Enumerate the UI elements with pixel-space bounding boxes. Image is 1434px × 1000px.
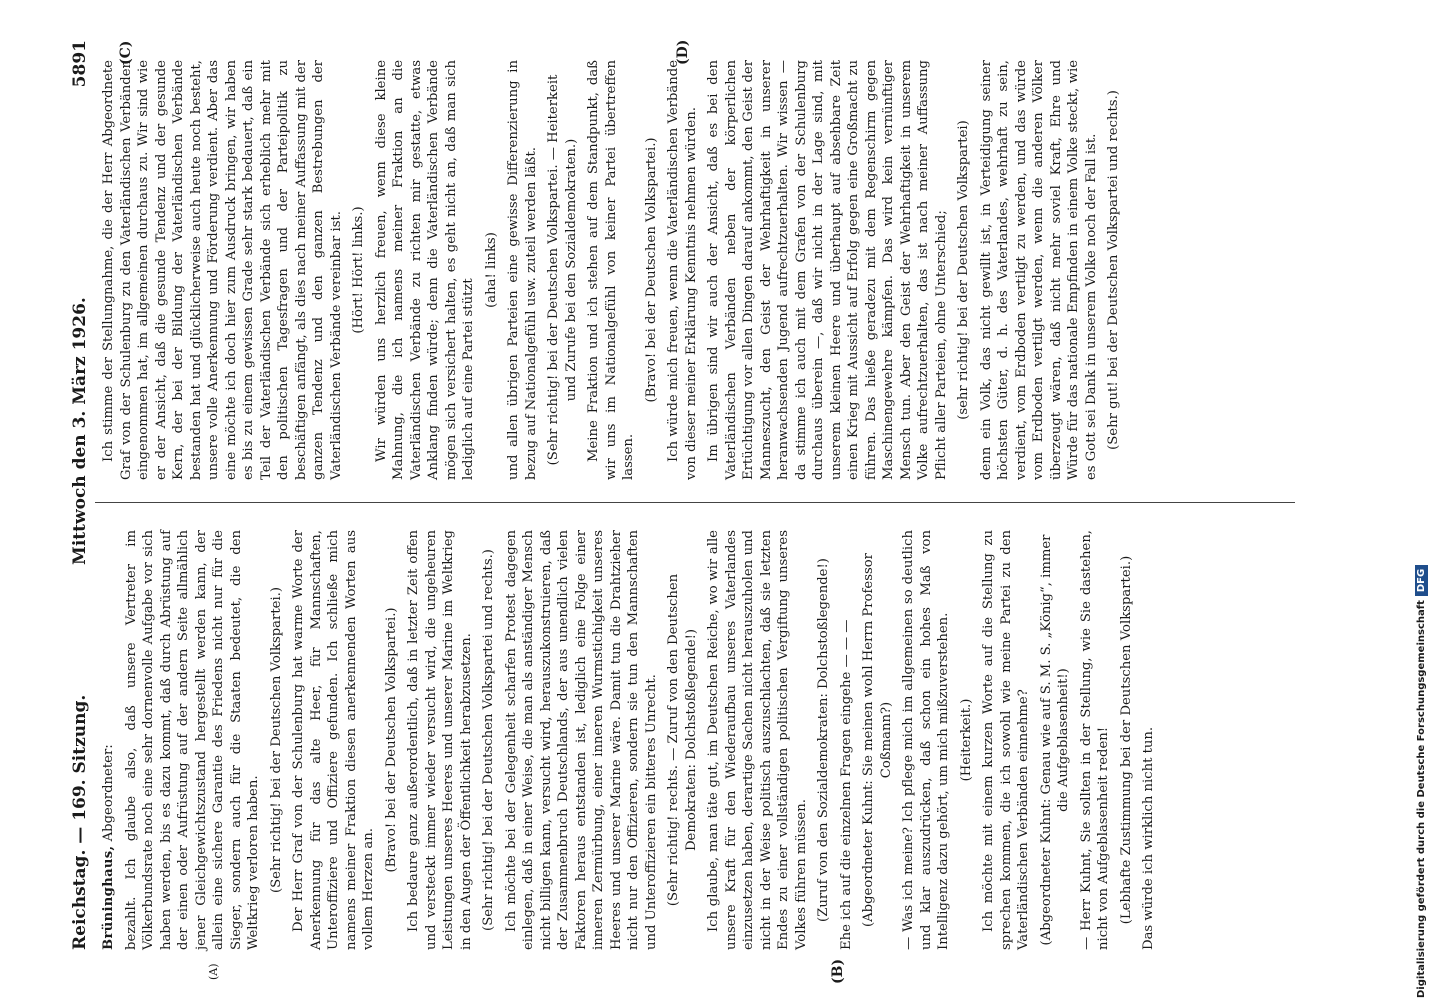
interjection: (sehr richtig! bei der Deutschen Volkspartei)	[956, 120, 971, 420]
margin-mark-c: (C)	[118, 40, 134, 65]
interjection: (Lebhafte Zustimmung bei der Deutschen Volkspartei.)	[1118, 555, 1134, 925]
interjection: (Sehr richtig! bei der Deutschen Volkspartei.)	[268, 586, 284, 894]
paragraph: — Herr Kuhnt, Sie sollten in der Stellung, wie Sie dastehen, nicht von Aufgeblasenheit reden!	[1078, 530, 1111, 950]
left-column	[100, 530, 1163, 984]
header-left: Reichstag. — 169. Sitzung.	[70, 694, 90, 950]
interjection: (Abgeordneter Kuhnt: Genau wie auf S. M. S. „König“, immer die Aufgeblasenheit!)	[1038, 534, 1071, 946]
paragraph: Ich bedaure ganz außerordentlich, daß in letzter Zeit offen und versteckt immer wieder versucht wird, die ungeheuren Leistungen unseres Heeres und unserer Marine im Weltkrieg in den Augen der Öffentlichkeit herabzusetzen.	[406, 530, 474, 950]
interjection: (Zuruf von den Sozialdemokraten: Dolchstoßlegende!)	[816, 558, 831, 922]
paragraph: Wir würden uns herzlich freuen, wenn diese kleine Mahnung, die ich namens meiner Fraktion an die Vaterländischen Verbände zu richten mir gestatte, etwas Anklang finden würde; denn die Vaterländischen Verbände mögen sich versichert halten, es geht nicht an, daß man sich lediglich auf eine Partei stützt	[373, 60, 476, 480]
interjection: (Sehr gut! bei der Deutschen Volkspartei und rechts.)	[1106, 90, 1121, 450]
paragraph: Ich möchte mit einem kurzen Worte auf die Stellung zu sprechen kommen, die ich sowohl wie meine Partei zu den Vaterländischen Verbänden einnehme?	[981, 530, 1031, 950]
paragraph: Im übrigen sind wir auch der Ansicht, daß es bei den Vaterländischen Verbänden neben der körperlichen Ertüchtigung vor allen Dingen darauf ankommt, den Geist der Manneszucht, den Geist der Wehrhaftigkeit in unserer heranwachsenden Jugend aufrechtzuerhalten. Wir wissen — da stimme ich auch mit dem Grafen von der Schulenburg durchaus überein —, daß wir nicht in der Lage sind, mit unserem kleinen Heere und überhaupt auf absehbare Zeit einen Krieg mit Aussicht auf Erfolg gegen eine Großmacht zu führen. Das hieße geradezu mit dem Regenschirm gegen Maschinengewehre kämpfen. Das wird kein vernünftiger Mensch tun. Aber den Geist der Wehrhaftigkeit in unserem Volke aufrechtzuerhalten, das ist nach meiner Auffassung Pflicht aller Parteien, ohne Unterschied;	[706, 60, 949, 480]
digitization-credit: Digitalisierung gefördert durch die Deutsche Forschungsgemeinschaft	[1416, 600, 1427, 998]
paragraph: — Was ich meine? Ich pflege mich im allgemeinen so deutlich und klar auszudrücken, daß schon ein hohes Maß von Intelligenz dazu gehört, um mich mißzuverstehen.	[901, 530, 951, 950]
column-divider	[95, 502, 1295, 503]
paragraph: denn ein Volk, das nicht gewillt ist, in Verteidigung seiner höchsten Güter, d. h. des Vaterlandes, wehrhaft zu sein, verdient, vom Erdboden vertilgt zu werden, und das würde vom Erdboden vertilgt werden, wenn die anderen Völker überzeugt wären, daß nicht mehr soviel Kraft, Ehre und Würde für das nationale Empfinden in einem Volke steckt, wie es Gott sei Dank in unserem Volke noch der Fall ist.	[978, 60, 1099, 480]
paragraph: Ich möchte bei der Gelegenheit scharfen Protest dagegen einlegen, daß in einer Weise, die man als anständiger Mensch nicht billigen kann, versucht wird, herauszukonstruieren, daß der Zusammenbruch Deutschlands, der aus unendlich vielen Faktoren heraus entstanden ist, lediglich eine Folge einer inneren Zermürbung, einer inneren Wurmstichigkeit unseres Heeres und unserer Marine wäre. Damit tun die Drahtzieher nicht nur den Offizieren, sondern sie tun den Mannschaften und Unteroffizieren ein bitteres Unrecht.	[503, 530, 659, 950]
paragraph: Ich würde mich freuen, wenn die Vaterländischen Verbände von dieser meiner Erklärung Kenntnis nehmen würden.	[666, 60, 699, 480]
paragraph: Meine Fraktion und ich stehen auf dem Standpunkt, daß wir uns im Nationalgefühl von keiner Partei übertreffen lassen.	[586, 60, 636, 480]
interjection: (Sehr richtig! bei der Deutschen Volkspartei. — Heiterkeit und Zurufe bei den Sozialdemokraten.)	[546, 74, 579, 466]
page-number: 5891	[70, 40, 90, 88]
interjection: (Heiterkeit.)	[958, 698, 974, 782]
right-column	[100, 60, 1128, 480]
speaker-line	[100, 530, 118, 950]
interjection: (Hört! Hört! links.)	[351, 206, 366, 334]
speaker-name: Brüninghaus,	[101, 845, 116, 950]
interjection: (Sehr richtig! bei der Deutschen Volkspartei und rechts.)	[481, 549, 496, 931]
paragraph: Ich stimme der Stellungnahme, die der Herr Abgeordnete Graf von der Schulenburg zu den Vaterländischen Verbänden eingenommen hat, im allgemeinen durchaus zu. Wir sind wie er der Ansicht, daß die gesunde Tendenz und der gesunde Kern, der bei der Bildung der Vaterländischen Verbände bestanden hat und glücklicherweise auch heute noch besteht, unsere volle Anerkennung und Förderung verdient. Aber das eine möchte ich doch hier zum Ausdruck bringen, wir haben es bis zu einem gewissen Grade sehr stark bedauert, daß ein Teil der Vaterländischen Verbände sich erheblich mehr mit den politischen Tagesfragen und der Parteipolitik zu beschäftigen anfängt, als dies nach meiner Auffassung mit der ganzen Tendenz und den ganzen Bestrebungen der Vaterländischen Verbände vereinbar ist.	[101, 60, 344, 480]
digitization-note	[1415, 8, 1434, 998]
paragraph: Das würde ich wirklich nicht tun.	[1141, 726, 1156, 950]
interjection: (Abgeordneter Kuhnt: Sie meinen wohl Herrn Professor Coßmann?)	[861, 553, 894, 927]
interjection: (Sehr richtig! rechts. — Zuruf von den Deutschen Demokraten: Dolchstoßlegende!)	[666, 573, 699, 907]
margin-mark-d: (D)	[675, 39, 691, 65]
interjection: (aha! links)	[483, 232, 499, 308]
speaker-role: Abgeordneter:	[101, 744, 116, 842]
paragraph: Ich glaube, man täte gut, im Deutschen Reiche, wo wir alle unsere Kraft für den Wiederaufbau unseres Vaterlandes einzusetzen haben, derartige Sachen nicht herauszuholen und nicht in der Weise politisch auszuschlachten, daß sie letzten Endes zu einer vollständigen politischen Vergiftung unseres Volkes führen müssen.	[706, 530, 809, 950]
margin-mark-a: (A)	[207, 963, 220, 980]
rotated-page	[40, 39, 1340, 984]
interjection: (Bravo! bei der Deutschen Volkspartei.)	[383, 607, 399, 873]
paragraph: Der Herr Graf von der Schulenburg hat warme Worte der Anerkennung für das alte Heer, für Mannschaften, Unteroffiziere und Offiziere gefunden. Ich schließe mich namens meiner Fraktion diesen anerkennenden Worten aus vollem Herzen an.	[291, 530, 376, 950]
paragraph: bezahlt. Ich glaube also, daß unsere Vertreter im Völkerbundsrate noch eine sehr dornenvolle Aufgabe vor sich haben werden, bis es dazu kommt, daß durch Abrüstung auf der einen oder Aufrüstung auf der andern Seite allmählich jener Gleichgewichtszustand hergestellt werden kann, der allein eine sichere Garantie des Friedens nicht nur für die Sieger, sondern auch für die Staaten bedeutet, die den Weltkrieg verloren haben.	[123, 530, 261, 950]
paragraph: Ehe ich auf die einzelnen Fragen eingehe — — —	[838, 619, 854, 950]
interjection: (Bravo! bei der Deutschen Volkspartei.)	[643, 137, 659, 403]
paragraph: und allen übrigen Parteien eine gewisse Differenzierung in bezug auf Nationalgefühl usw. zuteil werden läßt.	[506, 60, 539, 480]
header-date: Mittwoch den 3. März 1926.	[70, 297, 90, 565]
margin-mark-b: (B)	[830, 958, 846, 984]
dfg-logo: DFG	[1415, 565, 1428, 596]
